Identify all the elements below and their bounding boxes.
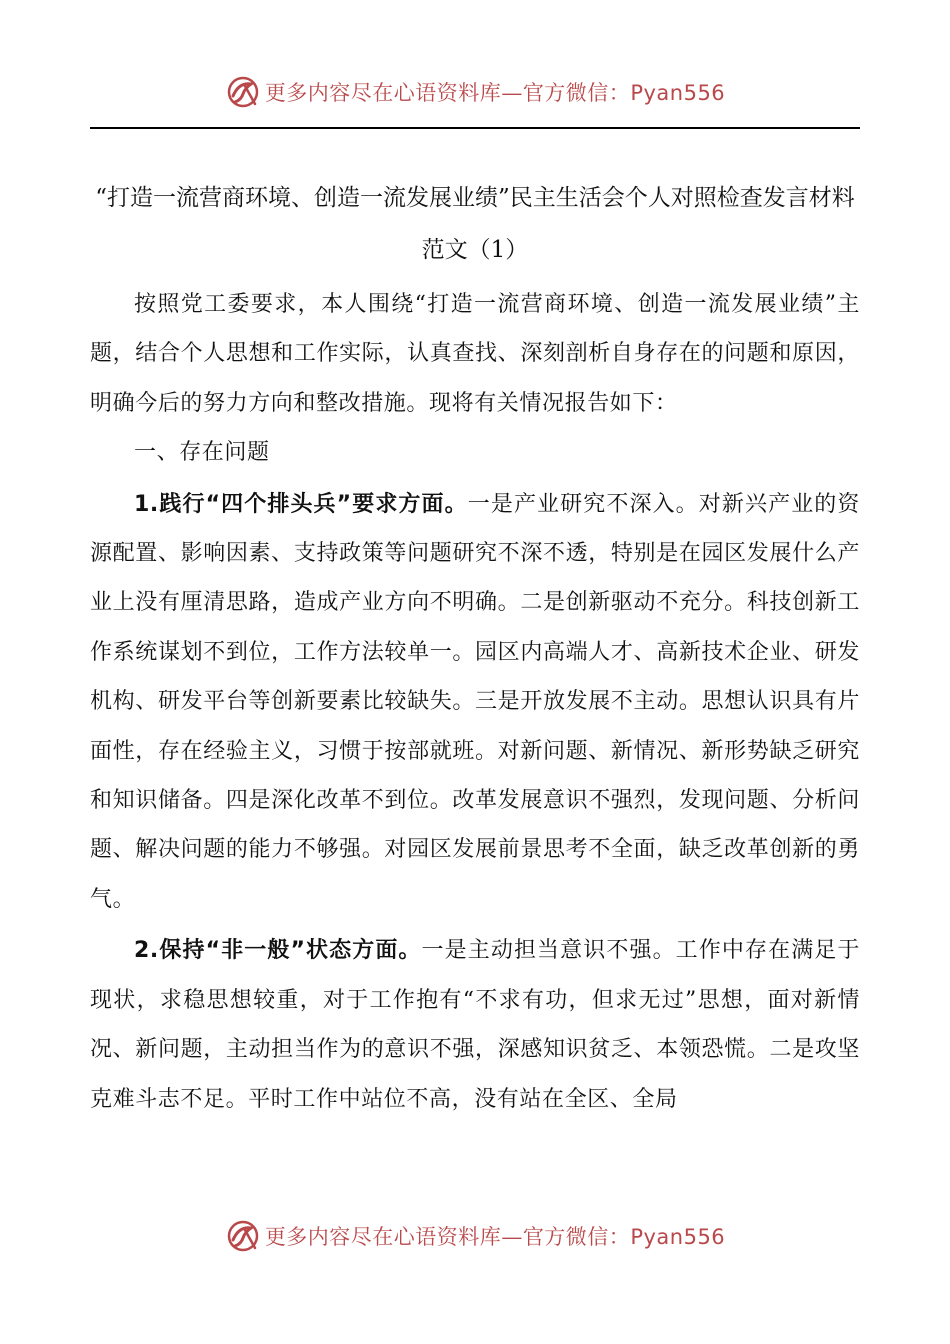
footer-banner-id: Pyan556: [630, 1225, 726, 1249]
item-1-paragraph: [90, 480, 860, 925]
footer-banner-wechat: —官方微信：: [501, 1225, 631, 1249]
document-body: [90, 280, 860, 1124]
header-banner-main: 更多内容尽在心语资料库: [264, 81, 502, 105]
footer-banner-text: [265, 1221, 725, 1251]
xinyu-logo-icon: [225, 74, 261, 110]
section-heading: 一、存在问题: [134, 440, 270, 466]
header-banner: [0, 72, 950, 112]
header-banner-id: Pyan556: [630, 81, 726, 105]
item-1-heading: 1.践行“四个排头兵”要求方面。: [134, 491, 468, 517]
item-2-text: 一是主动担当意识不强。工作中存在满足于现状，求稳思想较重，对于工作抱有“不求有功，但求无过”思想，面对新情况、新问题，主动担当作为的意识不强，深感知识贫乏、本领恐慌。二是攻坚克难斗志不足。平时工作中站位不高，没有站在全区、全局: [90, 938, 860, 1112]
intro-paragraph: 按照党工委要求，本人围绕“打造一流营商环境、创造一流发展业绩”主题，结合个人思想和工作实际，认真查找、深刻剖析自身存在的问题和原因，明确今后的努力方向和整改措施。现将有关情况报告如下：: [90, 292, 860, 416]
item-2-paragraph: [90, 926, 860, 1124]
footer-banner-main: 更多内容尽在心语资料库: [264, 1225, 502, 1249]
footer-banner: [0, 1216, 950, 1256]
document-title: “打造一流营商环境、创造一流发展业绩”民主生活会个人对照检查发言材料范文（1）: [95, 185, 855, 263]
item-1-text: 一是产业研究不深入。对新兴产业的资源配置、影响因素、支持政策等问题研究不深不透，特别是在园区发展什么产业上没有厘清思路，造成产业方向不明确。二是创新驱动不充分。科技创新工作系统谋划不到位，工作方法较单一。园区内高端人才、高新技术企业、研发机构、研发平台等创新要素比较缺失。三是开放发展不主动。思想认识具有片面性，存在经验主义，习惯于按部就班。对新问题、新情况、新形势缺乏研究和知识储备。四是深化改革不到位。改革发展意识不强烈，发现问题、分析问题、解决问题的能力不够强。对园区发展前景思考不全面，缺乏改革创新的勇气。: [90, 491, 861, 912]
header-banner-wechat: —官方微信：: [501, 81, 631, 105]
header-divider: [90, 127, 860, 129]
header-banner-text: [265, 77, 725, 107]
xinyu-logo-icon: [225, 1218, 261, 1254]
item-2-heading: 2.保持“非一般”状态方面。: [134, 938, 422, 964]
